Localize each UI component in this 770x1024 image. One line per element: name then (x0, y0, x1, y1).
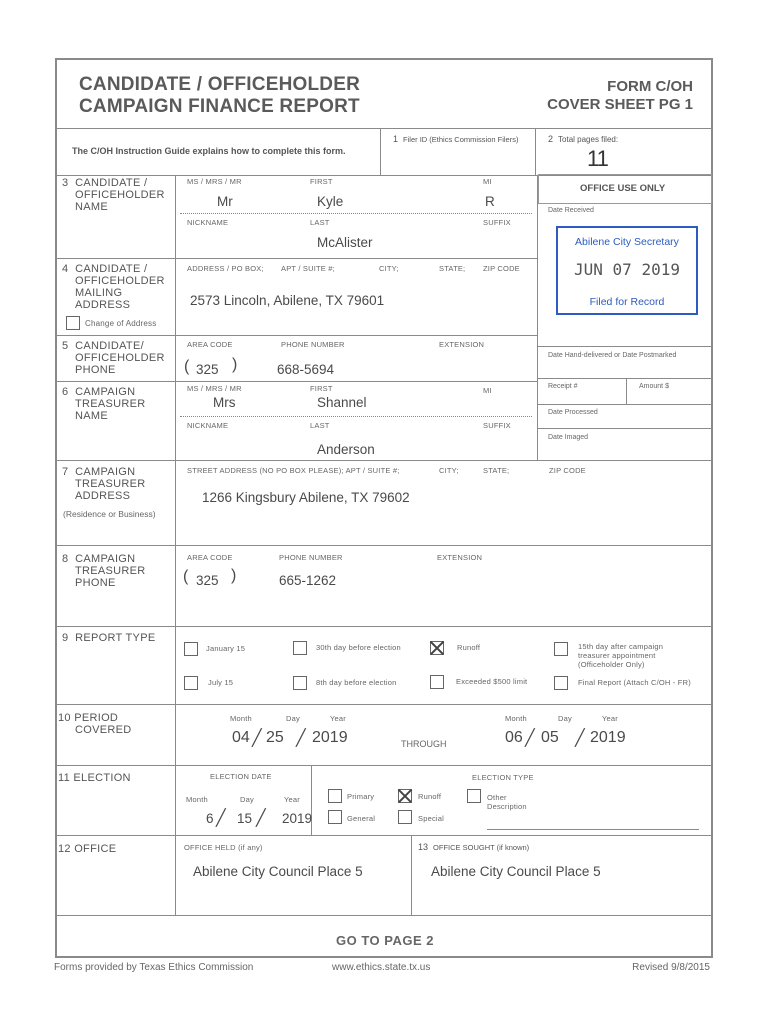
s6-label-2: TREASURER (75, 398, 146, 410)
s7-state-label: STATE; (483, 466, 510, 475)
s4-label-3: MAILING (75, 287, 123, 299)
from-month-label: Month (230, 714, 252, 723)
final-report-checkbox[interactable] (554, 676, 568, 690)
s5-paren-close: ) (232, 356, 238, 373)
from-month[interactable]: 04 (232, 729, 250, 746)
election-separator-1: ╱ (216, 810, 226, 827)
s4-address-label: ADDRESS / PO BOX; (187, 264, 264, 273)
s5-label-3: PHONE (75, 364, 116, 376)
s5-area-label: AREA CODE (187, 340, 233, 349)
total-pages-num: 2 (548, 134, 554, 144)
s5-phone-label: PHONE NUMBER (281, 340, 345, 349)
s4-zip-label: ZIP CODE (483, 264, 520, 273)
candidate-phone[interactable]: 668-5694 (277, 362, 335, 377)
s6-label: CAMPAIGN (75, 386, 136, 398)
runoff-election-label: Runoff (418, 792, 442, 801)
15th-day-checkbox[interactable] (554, 642, 568, 656)
election-month-label: Month (186, 795, 208, 804)
footer-website[interactable]: www.ethics.state.tx.us (332, 962, 431, 973)
exceeded-limit-label: Exceeded $500 limit (456, 677, 528, 686)
form-title-line2: CAMPAIGN FINANCE REPORT (79, 96, 360, 117)
s7-label-3: ADDRESS (75, 490, 131, 502)
footer-provider: Forms provided by Texas Ethics Commission (54, 962, 254, 973)
s12-num: 12 (58, 843, 71, 855)
s3-ms-label: MS / MRS / MR (187, 177, 242, 186)
form-subtitle: COVER SHEET PG 1 (547, 96, 693, 113)
special-label: Special (418, 814, 444, 823)
runoff-report-checkbox[interactable] (430, 641, 444, 655)
form-title-line1: CANDIDATE / OFFICEHOLDER (79, 74, 360, 95)
s6-first-label: FIRST (310, 384, 333, 393)
general-label: General (347, 814, 376, 823)
date-received-label: Date Received (548, 207, 594, 214)
s7-street-label: STREET ADDRESS (NO PO BOX PLEASE); APT / SUITE #; (187, 466, 400, 475)
to-day[interactable]: 05 (541, 729, 559, 746)
from-separator-2: ╱ (296, 730, 306, 747)
s6-mi-label: MI (483, 386, 492, 395)
from-separator-1: ╱ (252, 730, 262, 747)
election-separator-2: ╱ (256, 810, 266, 827)
s3-label-3: NAME (75, 201, 108, 213)
instructions-text: The C/OH Instruction Guide explains how to complete this form. (72, 146, 346, 156)
election-type-label: ELECTION TYPE (472, 773, 534, 782)
candidate-first-name[interactable]: Kyle (317, 194, 344, 209)
30th-day-checkbox[interactable] (293, 641, 307, 655)
candidate-prefix[interactable]: Mr (217, 194, 233, 209)
amount-label: Amount $ (639, 383, 669, 390)
to-day-label: Day (558, 714, 572, 723)
s11-label: ELECTION (73, 772, 131, 784)
s3-first-label: FIRST (310, 177, 333, 186)
office-held-label: OFFICE HELD (if any) (184, 843, 263, 852)
from-year[interactable]: 2019 (312, 729, 348, 746)
s7-residence-note: (Residence or Business) (63, 509, 156, 519)
election-date-label: ELECTION DATE (210, 772, 272, 781)
treasurer-phone[interactable]: 665-1262 (279, 573, 337, 588)
s4-label-2: OFFICEHOLDER (75, 275, 165, 287)
stamp-date: JUN 07 2019 (574, 260, 680, 279)
s8-paren-open: ( (183, 568, 189, 585)
treasurer-first-name[interactable]: Shannel (317, 395, 367, 410)
receipt-label: Receipt # (548, 383, 578, 390)
s6-suffix-label: SUFFIX (483, 421, 511, 430)
s7-label: CAMPAIGN (75, 466, 136, 478)
election-day[interactable]: 15 (237, 811, 253, 826)
8th-day-checkbox[interactable] (293, 676, 307, 690)
to-month-label: Month (505, 714, 527, 723)
total-pages-value[interactable]: 11 (587, 146, 608, 171)
form-number: FORM C/OH (607, 78, 693, 95)
from-day[interactable]: 25 (266, 729, 284, 746)
to-month[interactable]: 06 (505, 729, 523, 746)
other-label: Other (487, 793, 507, 802)
runoff-report-label: Runoff (457, 643, 481, 652)
s8-phone-label: PHONE NUMBER (279, 553, 343, 562)
s5-ext-label: EXTENSION (439, 340, 485, 349)
go-to-page-2: GO TO PAGE 2 (336, 933, 434, 948)
office-held[interactable]: Abilene City Council Place 5 (193, 864, 363, 879)
8th-day-label: 8th day before election (316, 678, 397, 687)
s3-label: CANDIDATE / (75, 177, 148, 189)
received-stamp (556, 226, 698, 315)
s7-zip-label: ZIP CODE (549, 466, 586, 475)
special-checkbox[interactable] (398, 810, 412, 824)
office-use-title: OFFICE USE ONLY (580, 183, 666, 194)
s6-label-3: NAME (75, 410, 108, 422)
to-separator-2: ╱ (575, 730, 585, 747)
treasurer-prefix[interactable]: Mrs (213, 395, 236, 410)
s5-num: 5 (62, 340, 69, 352)
from-day-label: Day (286, 714, 300, 723)
s8-paren-close: ) (231, 567, 237, 584)
s9-label: REPORT TYPE (75, 632, 156, 644)
s3-label-2: OFFICEHOLDER (75, 189, 165, 201)
change-of-address-label: Change of Address (85, 319, 157, 328)
s6-num: 6 (62, 386, 69, 398)
candidate-address[interactable]: 2573 Lincoln, Abilene, TX 79601 (190, 293, 385, 308)
date-imaged-label: Date Imaged (548, 434, 589, 441)
runoff-election-checkbox[interactable] (398, 789, 412, 803)
description-label: Description (487, 802, 527, 811)
election-day-label: Day (240, 795, 254, 804)
july-15-label: July 15 (208, 678, 234, 687)
to-separator-1: ╱ (525, 730, 535, 747)
other-checkbox[interactable] (467, 789, 481, 803)
s10-label: PERIOD (74, 712, 119, 724)
stamp-office: Abilene City Secretary (575, 236, 679, 248)
s6-nick-label: NICKNAME (187, 421, 229, 430)
s6-last-label: LAST (310, 421, 330, 430)
footer-revision: Revised 9/8/2015 (632, 962, 710, 973)
s10-label-2: COVERED (75, 724, 132, 736)
s7-num: 7 (62, 466, 69, 478)
s8-label: CAMPAIGN (75, 553, 136, 565)
total-pages-label: Total pages filed: (558, 135, 619, 144)
s7-label-2: TREASURER (75, 478, 146, 490)
s3-last-label: LAST (310, 218, 330, 227)
15th-day-label-3: (Officeholder Only) (578, 660, 645, 669)
s8-label-2: TREASURER (75, 565, 146, 577)
s9-num: 9 (62, 632, 69, 644)
candidate-mi[interactable]: R (485, 194, 495, 209)
s3-suffix-label: SUFFIX (483, 218, 511, 227)
election-month[interactable]: 6 (206, 811, 214, 826)
s6-ms-label: MS / MRS / MR (187, 384, 242, 393)
election-year-label: Year (284, 795, 300, 804)
s12-label: OFFICE (74, 843, 117, 855)
primary-label: Primary (347, 792, 375, 801)
s3-mi-label: MI (483, 177, 492, 186)
treasurer-address[interactable]: 1266 Kingsbury Abilene, TX 79602 (202, 490, 410, 505)
date-hand-label: Date Hand-delivered or Date Postmarked (548, 352, 677, 359)
s5-label: CANDIDATE/ (75, 340, 144, 352)
candidate-last-name[interactable]: McAlister (317, 235, 373, 250)
primary-checkbox[interactable] (328, 789, 342, 803)
s4-apt-label: APT / SUITE #; (281, 264, 335, 273)
s8-label-3: PHONE (75, 577, 116, 589)
s11-num: 11 (58, 772, 71, 784)
from-year-label: Year (330, 714, 346, 723)
july-15-checkbox[interactable] (184, 676, 198, 690)
to-year[interactable]: 2019 (590, 729, 626, 746)
s4-label: CANDIDATE / (75, 263, 148, 275)
treasurer-last-name[interactable]: Anderson (317, 442, 375, 457)
change-of-address-checkbox[interactable] (66, 316, 80, 330)
s10-num: 10 (58, 712, 71, 724)
final-report-label: Final Report (Attach C/OH - FR) (578, 678, 691, 687)
office-sought-label: OFFICE SOUGHT (if known) (433, 843, 530, 852)
15th-day-label-2: treasurer appointment (578, 651, 656, 660)
s3-nick-label: NICKNAME (187, 218, 229, 227)
s4-city-label: CITY; (379, 264, 399, 273)
s4-num: 4 (62, 263, 69, 275)
to-year-label: Year (602, 714, 618, 723)
s8-ext-label: EXTENSION (437, 553, 483, 562)
election-year[interactable]: 2019 (282, 811, 313, 826)
exceeded-limit-checkbox[interactable] (430, 675, 444, 689)
s7-city-label: CITY; (439, 466, 459, 475)
s8-num: 8 (62, 553, 69, 565)
candidate-area-code[interactable]: 325 (196, 362, 219, 377)
through-label: THROUGH (401, 739, 447, 749)
filer-id-label: Filer ID (Ethics Commission Filers) (403, 135, 519, 144)
january-15-checkbox[interactable] (184, 642, 198, 656)
divider (55, 128, 713, 129)
general-checkbox[interactable] (328, 810, 342, 824)
s3-num: 3 (62, 177, 69, 189)
office-sought[interactable]: Abilene City Council Place 5 (431, 864, 601, 879)
s4-state-label: STATE; (439, 264, 466, 273)
s5-paren-open: ( (184, 358, 190, 375)
s8-area-label: AREA CODE (187, 553, 233, 562)
date-processed-label: Date Processed (548, 409, 598, 416)
15th-day-label-1: 15th day after campaign (578, 642, 664, 651)
s4-label-4: ADDRESS (75, 299, 131, 311)
s13-num: 13 (418, 842, 429, 852)
treasurer-area-code[interactable]: 325 (196, 573, 219, 588)
filer-id-num: 1 (393, 134, 399, 144)
30th-day-label: 30th day before election (316, 643, 401, 652)
s5-label-2: OFFICEHOLDER (75, 352, 165, 364)
january-15-label: January 15 (206, 644, 246, 653)
stamp-filed: Filed for Record (589, 296, 665, 308)
